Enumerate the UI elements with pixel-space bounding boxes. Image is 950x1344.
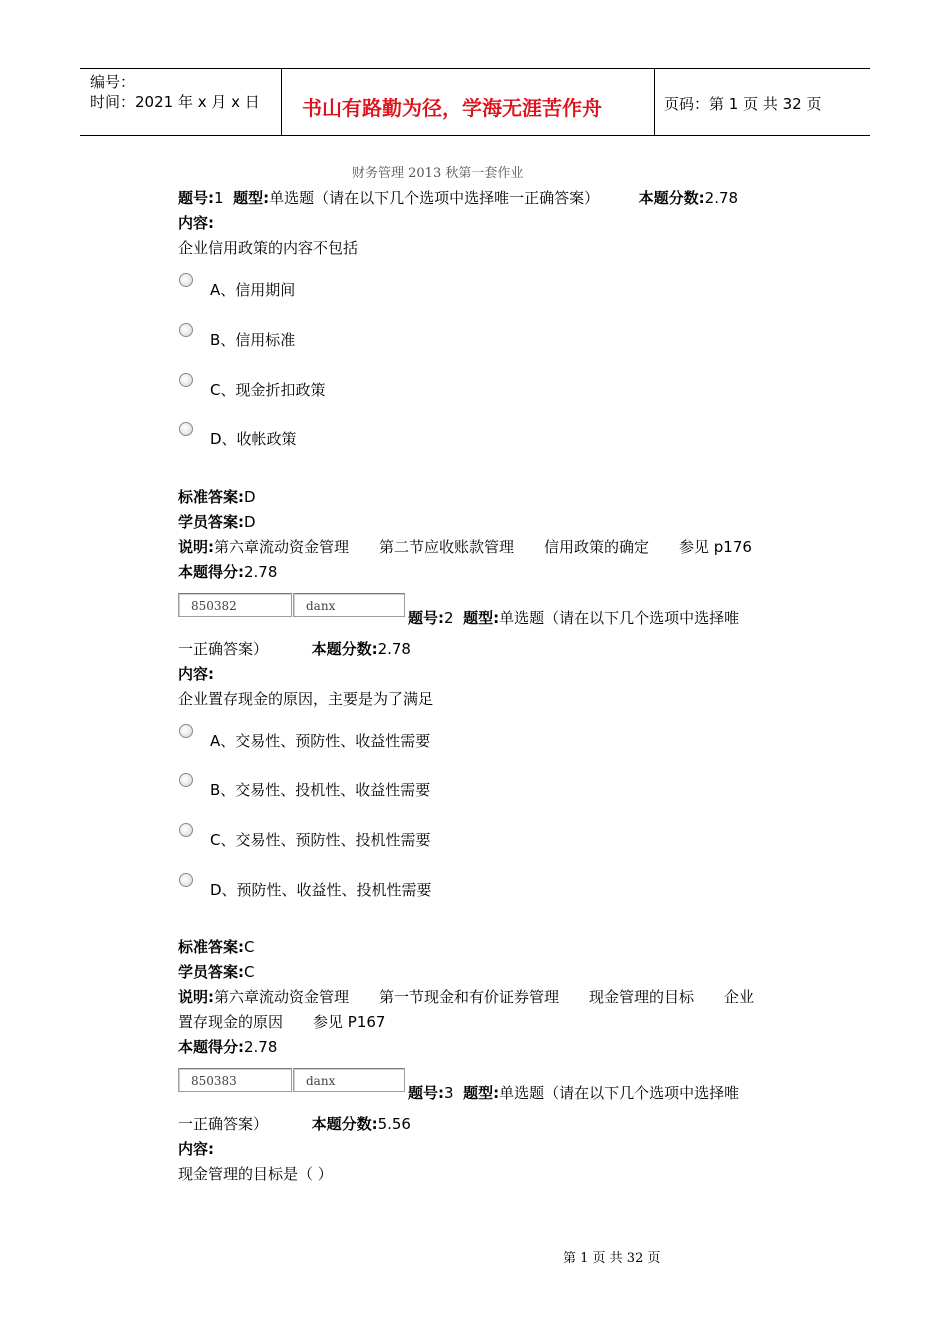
- header-motto: 书山有路勤为径，学海无涯苦作舟: [302, 96, 602, 120]
- student-answer: 学员答案:D: [178, 513, 256, 531]
- question-stem: 企业信用政策的内容不包括: [178, 239, 359, 257]
- radio-option-a[interactable]: [179, 724, 193, 738]
- explanation: 说明:第六章流动资金管理 第二节应收账款管理 信用政策的确定 参见 p176: [178, 538, 752, 556]
- explanation-cont: 置存现金的原因 参见 P167: [178, 1013, 386, 1031]
- header-bottom-rule: [80, 135, 870, 136]
- standard-answer: 标准答案:D: [178, 488, 256, 506]
- page-footer: 第 1 页 共 32 页: [563, 1251, 661, 1266]
- radio-option-d[interactable]: [179, 422, 193, 436]
- radio-option-b[interactable]: [179, 323, 193, 337]
- header-page-info: 页码：第 1 页 共 32 页: [664, 95, 822, 113]
- radio-option-c[interactable]: [179, 373, 193, 387]
- radio-option-a[interactable]: [179, 273, 193, 287]
- student-answer: 学员答案:C: [178, 963, 255, 981]
- question-id-field[interactable]: 850382: [178, 593, 292, 617]
- score-obtained: 本题得分:2.78: [178, 1038, 278, 1056]
- explanation: 说明:第六章流动资金管理 第一节现金和有价证券管理 现金管理的目标 企业: [178, 988, 755, 1006]
- content-label: 内容:: [178, 665, 214, 683]
- question-header-cont: 一正确答案） 本题分数:2.78: [178, 640, 411, 658]
- question-stem: 企业置存现金的原因，主要是为了满足: [178, 690, 434, 708]
- content-label: 内容:: [178, 1140, 214, 1158]
- question-header: 题号:1 题型:单选题（请在以下几个选项中选择唯一正确答案） 本题分数:2.78: [178, 189, 739, 207]
- content-label: 内容:: [178, 214, 214, 232]
- option-label: D、收帐政策: [210, 430, 297, 448]
- option-label: D、预防性、收益性、投机性需要: [210, 881, 432, 899]
- option-label: B、交易性、投机性、收益性需要: [210, 781, 431, 799]
- option-label: C、交易性、预防性、投机性需要: [210, 831, 431, 849]
- header-divider-right: [654, 68, 655, 136]
- radio-option-b[interactable]: [179, 773, 193, 787]
- document-title: 财务管理 2013 秋第一套作业: [352, 166, 524, 181]
- question-type-field[interactable]: danx: [293, 1068, 405, 1092]
- standard-answer: 标准答案:C: [178, 938, 255, 956]
- option-label: A、交易性、预防性、收益性需要: [210, 732, 431, 750]
- question-type-field[interactable]: danx: [293, 593, 405, 617]
- score-obtained: 本题得分:2.78: [178, 563, 278, 581]
- option-label: C、现金折扣政策: [210, 381, 326, 399]
- header-time-label: 时间：2021 年 x 月 x 日: [90, 93, 260, 111]
- question-header: 题号:2 题型:单选题（请在以下几个选项中选择唯: [408, 609, 740, 627]
- option-label: A、信用期间: [210, 281, 296, 299]
- question-header: 题号:3 题型:单选题（请在以下几个选项中选择唯: [408, 1084, 740, 1102]
- radio-option-d[interactable]: [179, 873, 193, 887]
- question-stem: 现金管理的目标是（ ）: [178, 1165, 333, 1183]
- radio-option-c[interactable]: [179, 823, 193, 837]
- header-divider-left: [281, 68, 282, 136]
- question-header-cont: 一正确答案） 本题分数:5.56: [178, 1115, 411, 1133]
- header-number-label: 编号：: [90, 73, 136, 91]
- question-id-field[interactable]: 850383: [178, 1068, 292, 1092]
- option-label: B、信用标准: [210, 331, 296, 349]
- header-top-rule: [80, 68, 870, 69]
